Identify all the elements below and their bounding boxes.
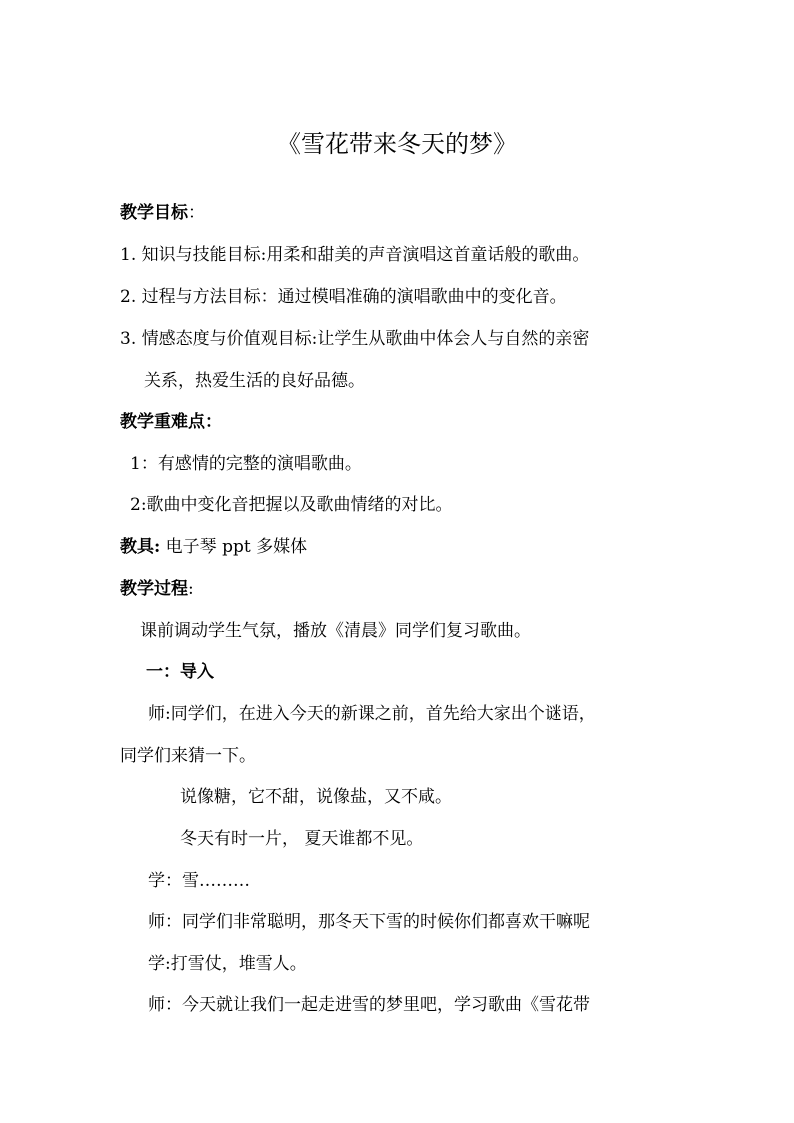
student-line-2: 学:打雪仗，堆雪人。 [148,954,307,974]
objectives-heading-colon: ： [188,203,205,223]
teacher-line-2: 师：同学们非常聪明，那冬天下雪的时候你们都喜欢干嘛呢 [148,912,590,932]
key-point-item-1: 1：有感情的完整的演唱歌曲。 [130,454,362,474]
objective-item-3-continuation: 关系，热爱生活的良好品德。 [144,371,365,391]
student-line-1: 学：雪……… [148,871,250,891]
riddle-line-1: 说像糖，它不甜，说像盐，又不咸。 [180,787,452,807]
tools-label: 教具: [120,537,161,557]
tools-line [120,536,307,558]
key-point-item-2: 2:歌曲中变化音把握以及歌曲情绪的对比。 [130,495,453,515]
section-heading-intro: 一：导入 [146,662,214,682]
document-title: 《雪花带来冬天的梦》 [277,130,517,158]
process-heading-colon: : [188,579,194,599]
objective-item-3: 3. 情感态度与价值观目标:让学生从歌曲中体会人与自然的亲密 [120,329,590,349]
key-points-heading: 教学重难点： [120,412,222,432]
objective-item-2: 2. 过程与方法目标：通过模唱准确的演唱歌曲中的变化音。 [120,287,567,307]
process-heading-line [120,578,194,600]
process-intro: 课前调动学生气氛，播放《清晨》同学们复习歌曲。 [140,621,531,641]
teacher-prefix: 师: [148,704,171,724]
objectives-heading-line [120,202,205,224]
teacher-line-1-text: 同学们，在进入今天的新课之前，首先给大家出个谜语， [170,704,596,724]
objective-item-1: 1. 知识与技能目标:用柔和甜美的声音演唱这首童话般的歌曲。 [120,245,590,265]
teacher-line-1 [148,703,596,725]
teacher-line-1-continuation: 同学们来猜一下。 [120,746,256,766]
objectives-heading: 教学目标 [120,203,188,223]
teacher-line-3: 师：今天就让我们一起走进雪的梦里吧，学习歌曲《雪花带 [148,995,590,1015]
tools-value: 电子琴 ppt 多媒体 [160,537,308,557]
process-heading: 教学过程 [120,579,188,599]
riddle-line-2: 冬天有时一片， 夏天谁都不见。 [180,829,424,849]
